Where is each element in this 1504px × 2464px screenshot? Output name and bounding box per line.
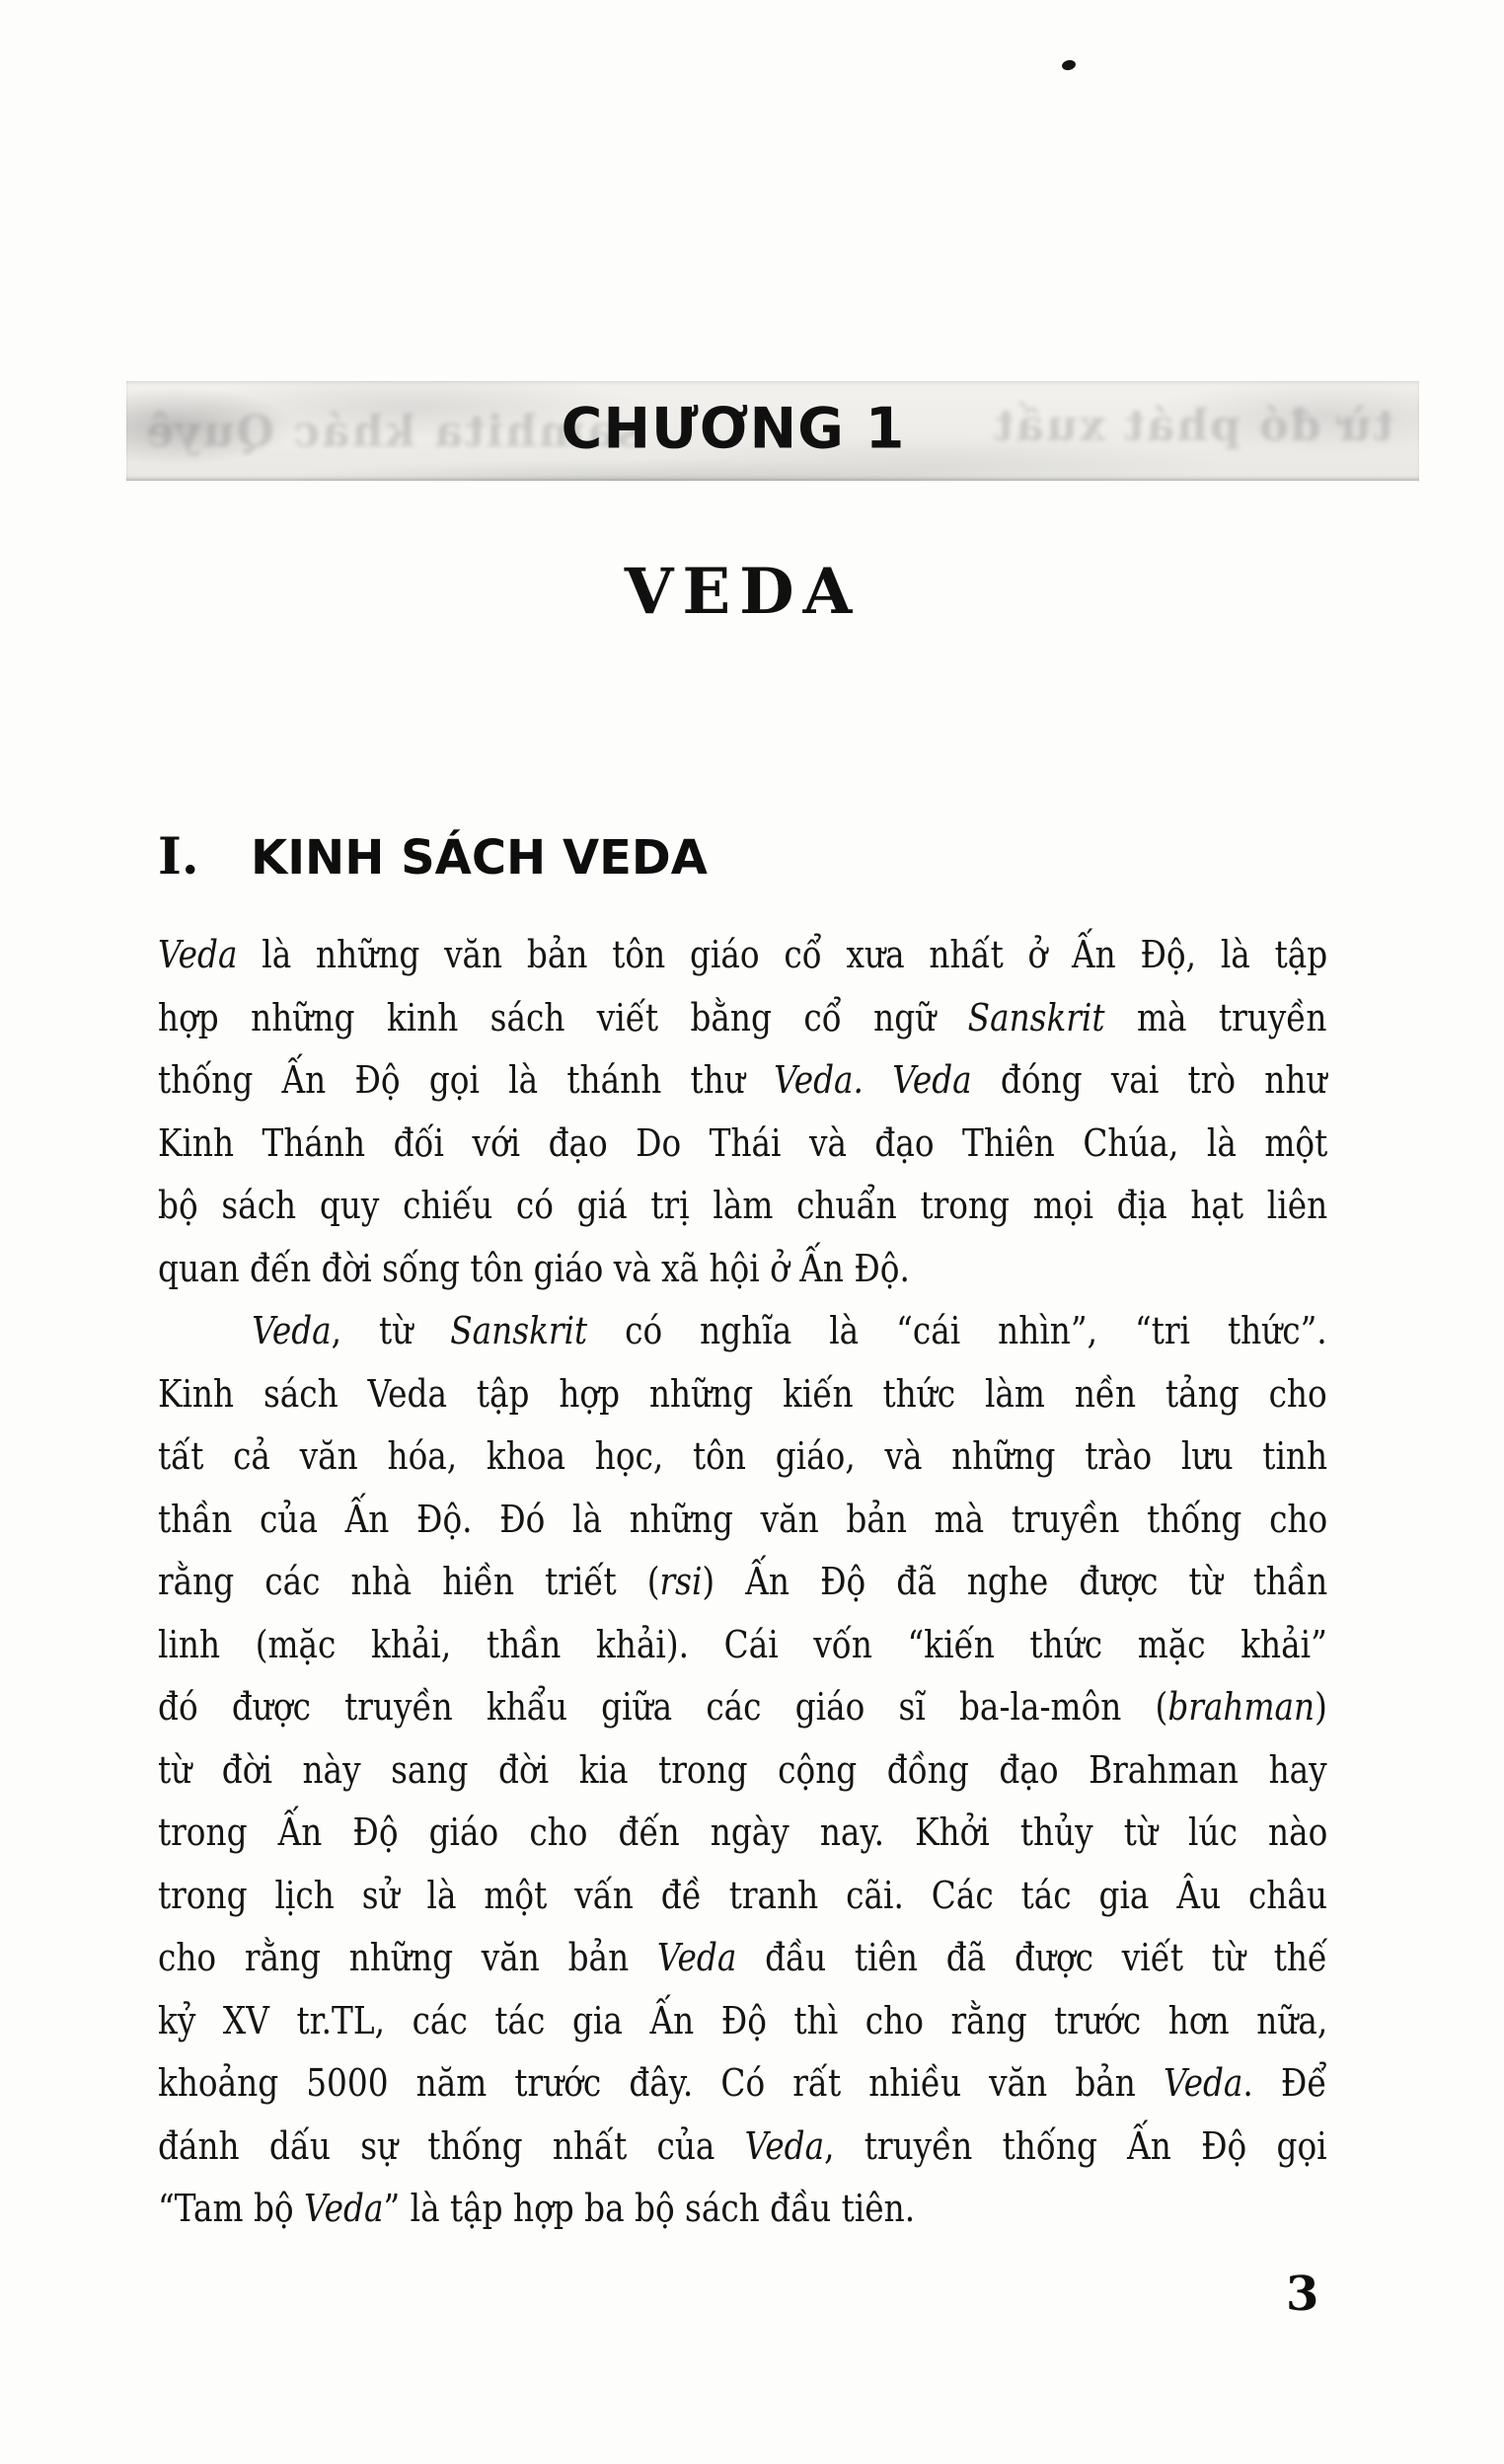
body-line (158, 1990, 1327, 2053)
italic-term: Veda (744, 2123, 825, 2169)
body-segment: khoảng 5000 năm trước đây. Có rất nhiều văn bản (158, 2061, 1164, 2106)
section-numeral: I. (158, 827, 199, 886)
italic-term: Sanskrit (450, 1309, 588, 1353)
body-segment: “Tam bộ (158, 2187, 305, 2231)
body-line (158, 1049, 1327, 1113)
body-line (158, 2178, 1327, 2241)
body-line (158, 1551, 1327, 1614)
body-segment: bộ sách quy chiếu có giá trị làm chuẩn trong mọi địa hạt liên (158, 1184, 1328, 1228)
body-line (158, 1489, 1327, 1552)
section-label: KINH SÁCH VEDA (251, 830, 708, 886)
page-title: VEDA (624, 555, 862, 629)
ink-dot-artifact (1061, 59, 1077, 72)
body-segment: cho rằng những văn bản (158, 1936, 657, 1980)
body-segment: ) Ấn Độ đã nghe được từ thần (702, 1560, 1328, 1604)
body-segment: trong Ấn Độ giáo cho đến ngày nay. Khởi thủy từ lúc nào (158, 1810, 1328, 1855)
body-segment: từ đời này sang đời kia trong cộng đồng đạo Brahman hay (158, 1747, 1327, 1793)
italic-term: Sanskrit (967, 995, 1105, 1040)
italic-term: Veda (158, 933, 238, 977)
body-segment: mà truyền (1104, 995, 1327, 1040)
bleed-through-text-left: samhita khác Quyê (144, 407, 641, 457)
italic-term: Veda (252, 1309, 332, 1353)
body-segment: kỷ XV tr.TL, các tác gia Ấn Độ thì cho rằng trước hơn nữa, (158, 1998, 1328, 2043)
italic-term: Veda (1163, 2061, 1243, 2106)
italic-term: rsi (659, 1560, 703, 1604)
body-segment: thống Ấn Độ gọi là thánh thư (158, 1058, 775, 1103)
body-segment: . Để (1242, 2061, 1327, 2106)
body-segment: , truyền thống Ấn Độ gọi (824, 2123, 1327, 2169)
body-segment: ) (1315, 1685, 1327, 1730)
body-line (158, 1614, 1327, 1677)
chapter-banner (126, 381, 1419, 481)
body-segment: Kinh sách Veda tập hợp những kiến thức làm nền tảng cho (158, 1371, 1327, 1417)
body-segment: rằng các nhà hiền triết ( (158, 1560, 660, 1604)
body-line (158, 1802, 1327, 1865)
body-segment: là những văn bản tôn giáo cổ xưa nhất ở Ấn Độ, là tập (237, 933, 1328, 977)
body-line (158, 1865, 1327, 1928)
italic-term: Veda (656, 1936, 737, 1980)
page-number: 3 (1286, 2267, 1319, 2322)
body-segment: thần của Ấn Độ. Đó là những văn bản mà truyền thống cho (158, 1497, 1328, 1542)
body-line (158, 1113, 1327, 1176)
body-line (158, 2052, 1327, 2116)
body-line (158, 924, 1327, 987)
body-line (158, 1238, 1327, 1301)
body-segment: hợp những kinh sách viết bằng cổ ngữ (158, 995, 968, 1040)
italic-term: brahman (1167, 1685, 1316, 1730)
italic-term: Veda. Veda (774, 1058, 972, 1103)
body-segment: quan đến đời sống tôn giáo và xã hội ở Ấn Độ. (158, 1246, 910, 1291)
body-segment: đánh dấu sự thống nhất của (158, 2123, 745, 2169)
body-line (158, 1300, 1327, 1363)
body-segment: có nghĩa là “cái nhìn”, “tri thức”. (587, 1309, 1327, 1353)
body-segment: ” là tập hợp ba bộ sách đầu tiên. (383, 2187, 916, 2231)
body-line (158, 1425, 1327, 1489)
body-segment: , từ (331, 1309, 451, 1353)
body-segment: đầu tiên đã được viết từ thế (736, 1936, 1328, 1980)
body-line (158, 1739, 1327, 1803)
body-line (158, 2116, 1327, 2179)
bleed-through-text-right: từ đó phát xuất (991, 401, 1393, 451)
chapter-heading: CHƯƠNG 1 (561, 395, 906, 461)
body-segment: Kinh Thánh đối với đạo Do Thái và đạo Thiên Chúa, là một (158, 1120, 1328, 1166)
body-line (158, 1927, 1327, 1990)
body-line (158, 987, 1327, 1050)
italic-term: Veda (304, 2187, 384, 2231)
section-heading (158, 827, 708, 886)
body-line (158, 1175, 1327, 1238)
body-line (158, 1363, 1327, 1426)
body-segment: tất cả văn hóa, khoa học, tôn giáo, và những trào lưu tinh (158, 1434, 1328, 1479)
body-text (158, 924, 1327, 2241)
body-line (158, 1676, 1327, 1739)
body-segment: đóng vai trò như (971, 1058, 1327, 1103)
body-segment: trong lịch sử là một vấn đề tranh cãi. Các tác gia Âu châu (158, 1873, 1327, 1918)
body-segment: đó được truyền khẩu giữa các giáo sĩ ba-la-môn ( (158, 1685, 1168, 1730)
body-segment: linh (mặc khải, thần khải). Cái vốn “kiến thức mặc khải” (158, 1622, 1327, 1667)
